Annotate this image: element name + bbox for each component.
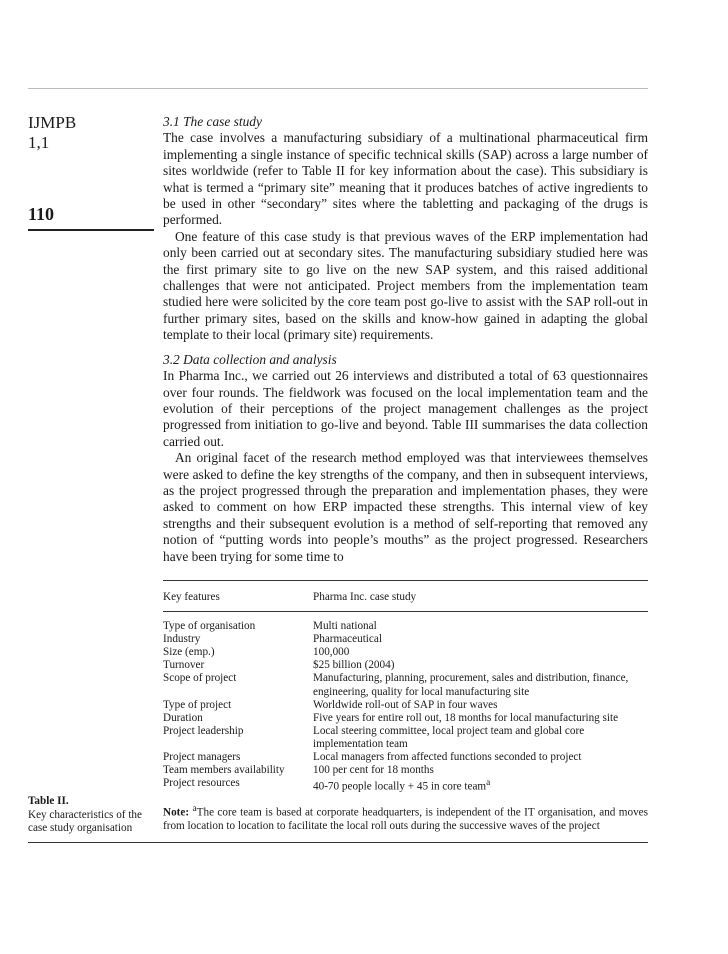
footnote-marker: a xyxy=(192,804,197,815)
table-cell: Project leadership xyxy=(163,724,244,737)
table-caption-title: Table II. xyxy=(28,795,69,807)
paragraph: In Pharma Inc., we carried out 26 interviews and distributed a total of 63 questionnaires over four rounds. The fieldwork was focused on the local implementation team and the evolution of their perceptions of the project management challenges as the project progressed from initiation to go-live and beyond. Table III summarises the data collection carried out. xyxy=(163,368,648,449)
note-text: The core team is based at corporate headquarters, is independent of the IT organisation, and moves from location to location to facilitate the local roll outs during the successive waves of the project xyxy=(163,806,648,832)
table-row xyxy=(163,672,648,698)
table-cell: $25 billion (2004) xyxy=(313,659,395,672)
top-rule xyxy=(28,88,648,89)
table-row xyxy=(163,712,648,725)
table-cell: Type of project xyxy=(163,698,232,711)
table-note xyxy=(163,803,648,833)
table-row xyxy=(163,620,648,633)
table-row xyxy=(163,725,648,751)
paragraph: One feature of this case study is that previous waves of the ERP implementation had only been carried out at secondary sites. The manufacturing subsidiary studied here was the first primary site to go live on the new SAP system, and this raised additional challenges that were not anticipated. Project members from the implementation team studied here were solicited by the core team post go-live to assist with the SAP roll-out in further primary sites, based on the skills and know-how gained in adapting the global template to their local (primary site) requirements. xyxy=(163,228,648,343)
table-cell: 100,000 xyxy=(313,646,350,659)
table-row xyxy=(163,646,648,659)
table-cell: Manufacturing, planning, procurement, sales and distribution, finance, engineering, quality for local manufacturing site xyxy=(313,672,629,698)
table-header-cell: Key features xyxy=(163,591,220,603)
footnote-marker: a xyxy=(486,778,491,789)
table-bottom-rule xyxy=(28,842,648,843)
table-cell: Team members availability xyxy=(163,764,285,777)
table-cell: 100 per cent for 18 months xyxy=(313,764,434,777)
page-number: 110 xyxy=(28,204,55,224)
table-caption-text: Key characteristics of the case study organisation xyxy=(28,808,142,834)
table-cell: Project managers xyxy=(163,751,241,764)
table-cell: Worldwide roll-out of SAP in four waves xyxy=(313,698,498,711)
journal-identifier xyxy=(28,113,76,153)
table-cell: Five years for entire roll out, 18 months for local manufacturing site xyxy=(313,711,619,724)
paragraph: An original facet of the research method employed was that interviewees themselves were asked to define the key strengths of the company, and then in subsequent interviews, as the project progressed through the preparation and implementation phases, they were asked to comment on how ERP impacted these strengths. This internal view of key strengths and their subsequent evolution is a method of self-reporting that removed any notion of “putting words into people’s mouths” as the project progressed. Researchers have been trying for some time to xyxy=(163,450,648,564)
table-row xyxy=(163,751,648,764)
note-label: Note: xyxy=(163,806,190,819)
main-text xyxy=(163,114,648,565)
table-row xyxy=(163,659,648,672)
table-row xyxy=(163,777,648,794)
table-cell xyxy=(313,777,648,794)
table-cell: Multi national xyxy=(313,620,377,633)
table-body xyxy=(163,612,648,794)
paragraph: The case involves a manufacturing subsidiary of a multinational pharmaceutical firm implementing a single instance of specific technical skills (SAP) across a large number of sites worldwide (refer to Table II for key information about the case). This subsidiary is what is termed a “primary site” meaning that it produces batches of active ingredients to be used in other “secondary” sites where the tabletting and packaging of the drugs is performed. xyxy=(163,130,648,228)
page-number-rule xyxy=(28,229,154,231)
table-cell: Scope of project xyxy=(163,672,237,685)
table-header-row xyxy=(163,581,648,611)
table-cell: Pharmaceutical xyxy=(313,633,382,646)
table-header-cell: Pharma Inc. case study xyxy=(313,591,417,603)
journal-volume: 1,1 xyxy=(28,133,50,152)
section-heading-data-collection: 3.2 Data collection and analysis xyxy=(163,351,337,367)
table-cell-text: 40-70 people locally + 45 in core team xyxy=(313,780,487,793)
table-row xyxy=(163,633,648,646)
table-cell: Industry xyxy=(163,633,201,646)
section-heading-case-study: 3.1 The case study xyxy=(163,114,262,129)
table-cell: Duration xyxy=(163,711,203,724)
table-row xyxy=(163,764,648,777)
table-row xyxy=(163,699,648,712)
key-features-table xyxy=(163,580,648,833)
table-cell: Size (emp.) xyxy=(163,646,215,659)
journal-name: IJMPB xyxy=(28,113,77,132)
table-cell: Local steering committee, local project team and global core implementation team xyxy=(313,724,585,750)
table-cell: Local managers from affected functions seconded to project xyxy=(313,751,582,764)
table-cell: Turnover xyxy=(163,659,205,672)
table-cell: Type of organisation xyxy=(163,620,256,633)
table-caption xyxy=(28,795,158,836)
table-cell: Project resources xyxy=(163,777,240,790)
